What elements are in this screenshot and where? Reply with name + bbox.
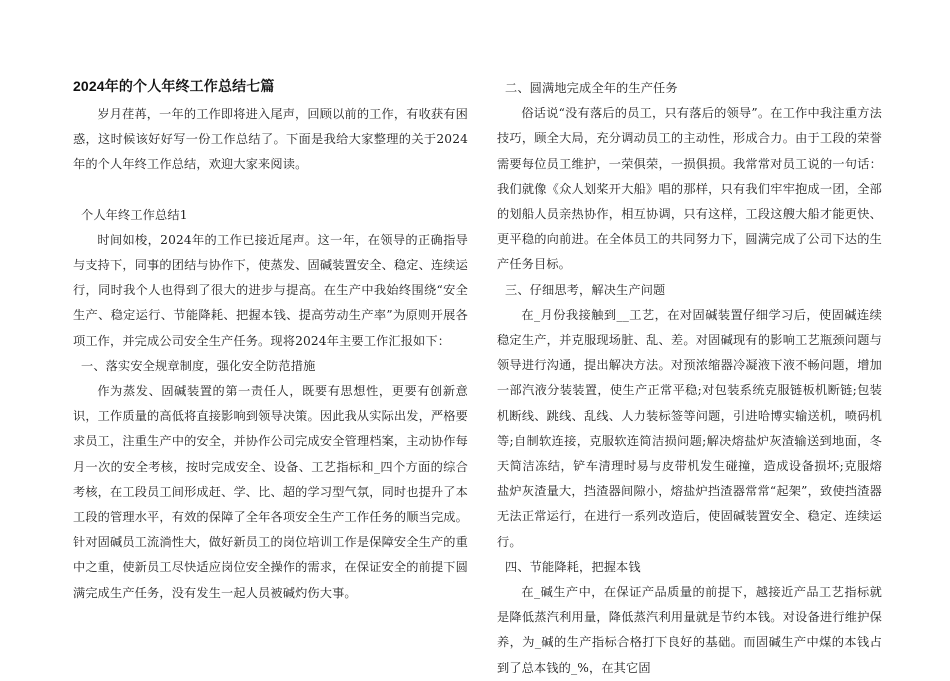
paragraph-gap — [73, 178, 468, 203]
subheading-1: 一、落实安全规章制度，强化安全防范措施 — [81, 358, 316, 373]
left-column — [73, 76, 468, 606]
body-paragraph-2: 作为蒸发、固碱装置的第一责任人，既要有思想性，更要有创新意识，工作质量的高低将直接影响到领导决策。因此我从实际出发，严格要求员工，注重生产中的安全，并协作公司完成安全管理档案，主动协作每月一次的安全考核，按时完成安全、设备、工艺指标和_四个方面的综合考核，在工段员工间形成赶、学、比、超的学习型气氛，同时也提升了本工段的管理水平，有效的保障了全年各项安全生产工作任务的顺当完成。针对固碱员工流淌性大，做好新员工的岗位培训工作是保障安全生产的重中之重，使新员工尽快适应岗位安全操作的需求，在保证安全的前提下圆满完成生产任务，没有发生一起人员被碱灼伤大事。 — [73, 384, 468, 600]
right-column — [497, 76, 882, 681]
section-heading: 个人年终工作总结1 — [81, 207, 188, 222]
subheading-3: 三、仔细思考，解决生产问题 — [505, 282, 666, 297]
body-paragraph-1: 时间如梭，2024年的工作已接近尾声。这一年，在领导的正确指导与支持下，同事的团结与协作下，使蒸发、固碱装置安全、稳定、连续运行，同时我个人也得到了很大的进步与提高。在生产中我始终围绕“安全生产、稳定运行、节能降耗、把握本钱、提高劳动生产率”为原则开展各项工作，并完成公司安全生产任务。现将2024年主要工作汇报如下： — [73, 232, 468, 348]
body-paragraph-4: 在_月份我接触到__工艺，在对固碱装置仔细学习后，使固碱连续稳定生产，并克服现场脏、乱、差。对固碱现有的影响工艺瓶颈问题与领导进行沟通，提出解决方法。对预浓缩器冷凝液下液不畅问题，增加一部汽液分装装置，使生产正常平稳;对包装系统克服链板机断链;包装机断线、跳线、乱线、人力装标签等问题，引进哈博实输送机，喷码机等;自制软连接，克服软连简洁损问题;解决熔盐炉灰渣输送到地面，冬天简洁冻结，铲车清理时易与皮带机发生碰撞，造成设备损坏;克服熔盐炉灰渣量大，挡渣器间隙小，熔盐炉挡渣器常常“起架”，致使挡渣器无法正常运行，在进行一系列改造后，使固碱装置安全、稳定、连续运行。 — [497, 307, 882, 549]
document-title: 2024年的个人年终工作总结七篇 — [73, 78, 275, 94]
body-paragraph-5: 在_碱生产中，在保证产品质量的前提下，越接近产品工艺指标就是降低蒸汽利用量，降低蒸汽利用量就是节约本钱。对设备进行维护保养，为_碱的生产指标合格打下良好的基础。而固碱生产中煤的本钱占到了总本钱的_%，在其它固 — [497, 585, 882, 675]
intro-paragraph: 岁月荏苒，一年的工作即将进入尾声，回顾以前的工作，有收获有困惑，这时候该好好写一份工作总结了。下面是我给大家整理的关于2024年的个人年终工作总结，欢迎大家来阅读。 — [73, 107, 468, 172]
subheading-4: 四、节能降耗，把握本钱 — [505, 559, 641, 574]
body-paragraph-3: 俗话说“没有落后的员工，只有落后的领导”。在工作中我注重方法技巧，顾全大局，充分调动员工的主动性，形成合力。由于工段的荣誉需要每位员工维护，一荣俱荣，一损俱损。我常常对员工说的一句话：我们就像《众人划桨开大船》唱的那样，只有我们牢牢抱成一团，全部的划船人员亲热协作，相互协调，只有这样，工段这艘大船才能更快、更平稳的向前进。在全体员工的共同努力下，圆满完成了公司下达的生产任务目标。 — [497, 106, 882, 272]
subheading-2: 二、圆满地完成全年的生产任务 — [505, 81, 678, 95]
